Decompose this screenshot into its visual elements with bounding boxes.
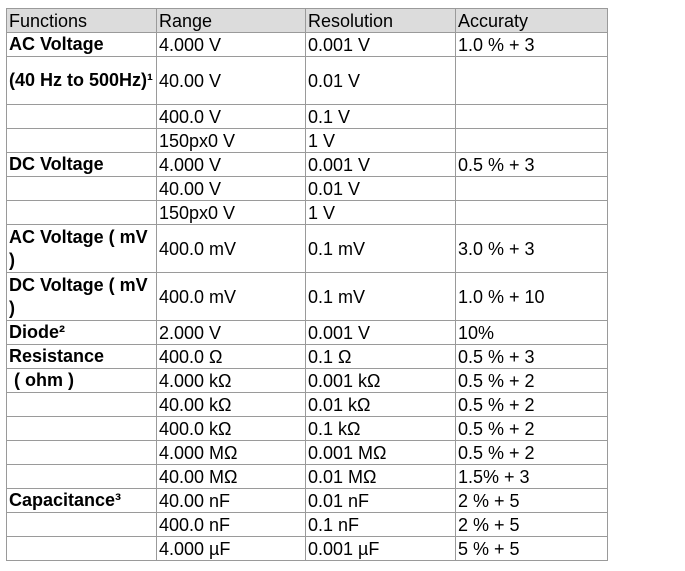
accuracy-cell: 0.5 % + 3 [456,345,608,369]
range-cell: 150px0 V [157,201,306,225]
table-row [7,153,608,177]
resolution-cell: 0.01 MΩ [306,465,456,489]
range-cell: 2.000 V [157,321,306,345]
table-row [7,201,608,225]
accuracy-cell: 3.0 % + 3 [456,225,608,273]
accuracy-cell: 1.0 % + 3 [456,33,608,57]
range-cell: 40.00 kΩ [157,393,306,417]
accuracy-cell: 2 % + 5 [456,513,608,537]
function-cell [7,417,157,441]
accuracy-cell: 0.5 % + 3 [456,153,608,177]
table-row [7,465,608,489]
function-cell [7,537,157,561]
accuracy-cell: 2 % + 5 [456,489,608,513]
range-cell: 4.000 V [157,153,306,177]
resolution-cell: 0.001 kΩ [306,369,456,393]
function-cell: AC Voltage [7,33,157,57]
function-cell [7,177,157,201]
resolution-cell: 1 V [306,201,456,225]
range-cell: 4.000 MΩ [157,441,306,465]
function-cell: (40 Hz to 500Hz)¹ [7,57,157,105]
function-cell: Diode² [7,321,157,345]
header-resolution: Resolution [306,9,456,33]
accuracy-cell: 10% [456,321,608,345]
accuracy-cell: 1.5% + 3 [456,465,608,489]
table-row [7,345,608,369]
resolution-cell: 0.1 V [306,105,456,129]
function-cell [7,393,157,417]
resolution-cell: 0.001 MΩ [306,441,456,465]
range-cell: 400.0 mV [157,273,306,321]
range-cell: 40.00 nF [157,489,306,513]
table-row [7,369,608,393]
resolution-cell: 0.1 kΩ [306,417,456,441]
table-row [7,393,608,417]
accuracy-cell: 0.5 % + 2 [456,417,608,441]
resolution-cell: 0.1 mV [306,273,456,321]
function-cell: Capacitance³ [7,489,157,513]
accuracy-cell: 0.5 % + 2 [456,369,608,393]
table-row [7,129,608,153]
function-cell: ( ohm ) [7,369,157,393]
table-row [7,225,608,273]
range-cell: 150px0 V [157,129,306,153]
range-cell: 40.00 V [157,177,306,201]
header-functions: Functions [7,9,157,33]
range-cell: 4.000 kΩ [157,369,306,393]
function-cell [7,513,157,537]
resolution-cell: 0.01 V [306,57,456,105]
range-cell: 400.0 mV [157,225,306,273]
resolution-cell: 0.1 nF [306,513,456,537]
resolution-cell: 0.1 Ω [306,345,456,369]
table-row [7,177,608,201]
resolution-cell: 0.001 V [306,153,456,177]
resolution-cell: 1 V [306,129,456,153]
resolution-cell: 0.01 nF [306,489,456,513]
function-cell [7,465,157,489]
header-range: Range [157,9,306,33]
range-cell: 400.0 kΩ [157,417,306,441]
accuracy-cell [456,57,608,105]
resolution-cell: 0.01 V [306,177,456,201]
function-cell [7,129,157,153]
function-cell [7,105,157,129]
table-row [7,57,608,105]
header-row [7,9,608,33]
resolution-cell: 0.1 mV [306,225,456,273]
function-cell [7,201,157,225]
specifications-table [6,8,608,561]
resolution-cell: 0.001 V [306,321,456,345]
accuracy-cell [456,105,608,129]
resolution-cell: 0.01 kΩ [306,393,456,417]
range-cell: 40.00 V [157,57,306,105]
accuracy-cell: 5 % + 5 [456,537,608,561]
accuracy-cell: 0.5 % + 2 [456,441,608,465]
accuracy-cell: 0.5 % + 2 [456,393,608,417]
accuracy-cell [456,129,608,153]
table-row [7,321,608,345]
accuracy-cell [456,177,608,201]
table-row [7,489,608,513]
table-row [7,105,608,129]
table-row [7,441,608,465]
header-accuracy: Accuraty [456,9,608,33]
accuracy-cell: 1.0 % + 10 [456,273,608,321]
function-cell: AC Voltage ( mV ) [7,225,157,273]
accuracy-cell [456,201,608,225]
table-row [7,513,608,537]
function-cell [7,441,157,465]
table-row [7,537,608,561]
range-cell: 4.000 V [157,33,306,57]
range-cell: 40.00 MΩ [157,465,306,489]
table-row [7,273,608,321]
function-cell: DC Voltage [7,153,157,177]
function-cell: DC Voltage ( mV ) [7,273,157,321]
resolution-cell: 0.001 µF [306,537,456,561]
resolution-cell: 0.001 V [306,33,456,57]
table-row [7,417,608,441]
table-row [7,33,608,57]
range-cell: 4.000 µF [157,537,306,561]
function-cell: Resistance [7,345,157,369]
range-cell: 400.0 nF [157,513,306,537]
range-cell: 400.0 Ω [157,345,306,369]
range-cell: 400.0 V [157,105,306,129]
